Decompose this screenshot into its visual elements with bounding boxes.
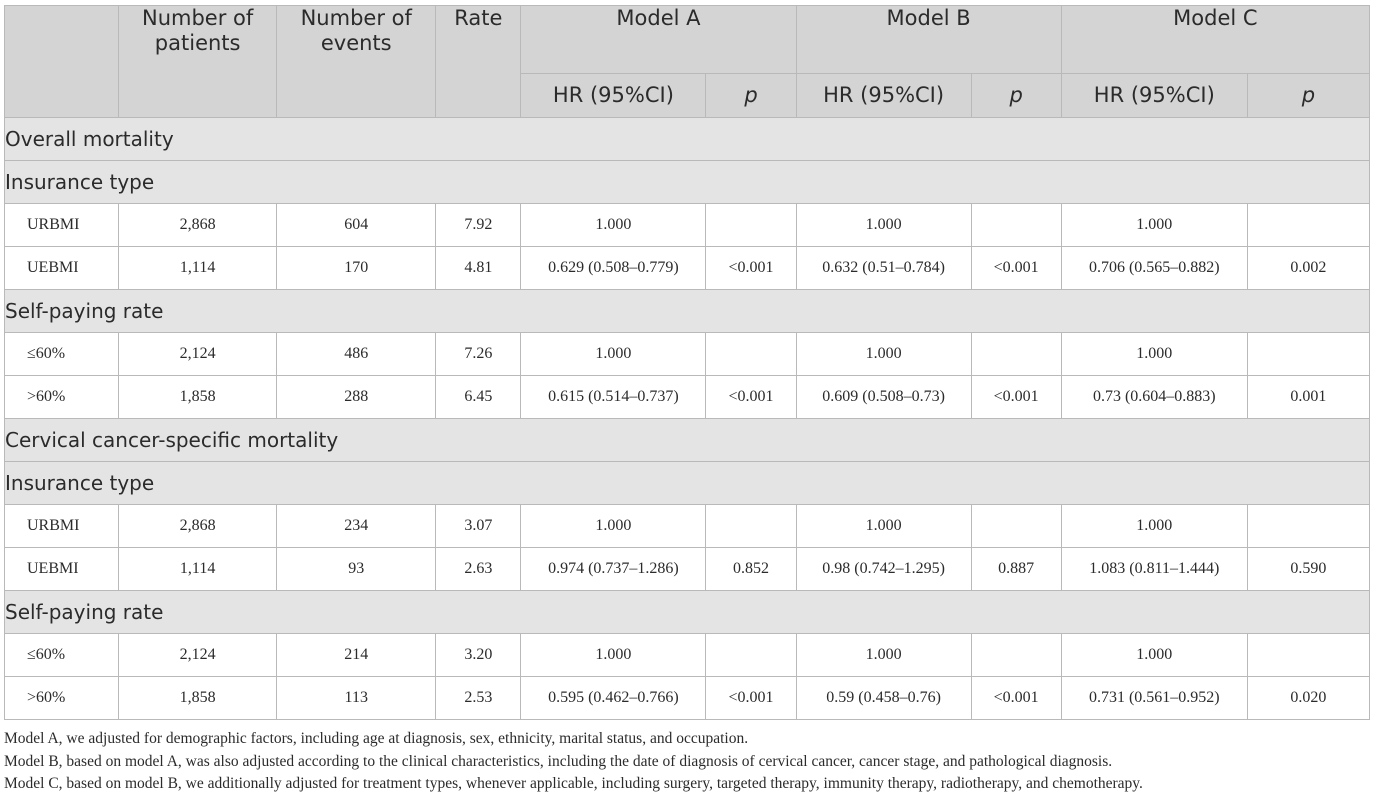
cell-rate: 4.81 [436,247,521,290]
cell-model-a-hr: 1.000 [521,333,706,376]
results-table-container [4,5,1370,796]
header-rate: Rate [436,6,521,118]
cell-model-a-hr: 1.000 [521,634,706,677]
group-header-row [5,161,1370,204]
cell-model-c-hr: 1.083 (0.811–1.444) [1061,548,1247,591]
cell-model-c-p [1247,204,1369,247]
cell-patients: 1,114 [119,548,277,591]
cell-model-b-p [971,204,1061,247]
cell-model-c-hr: 0.706 (0.565–0.882) [1061,247,1247,290]
cell-model-c-p: 0.001 [1247,376,1369,419]
header-model-c: Model C [1061,6,1369,74]
footnote-model-b: Model B, based on model A, was also adjusted according to the clinical characteristics, including the date of diagnosis of cervical cancer, cancer stage, and pathological diagnosis. [4,752,1113,770]
row-label: ≤60% [5,634,119,677]
cell-rate: 3.07 [436,505,521,548]
section-header-row [5,118,1370,161]
cell-model-a-p [706,505,796,548]
cell-model-b-hr: 0.609 (0.508–0.73) [796,376,971,419]
cell-events: 93 [277,548,436,591]
cell-model-b-p [971,333,1061,376]
table-row [5,634,1370,677]
cell-rate: 2.63 [436,548,521,591]
header-model-a-hr: HR (95%CI) [521,74,706,118]
cell-model-c-hr: 1.000 [1061,333,1247,376]
table-row [5,204,1370,247]
cell-model-c-hr: 1.000 [1061,505,1247,548]
cell-model-a-p [706,333,796,376]
section-header-row [5,419,1370,462]
cell-model-b-hr: 1.000 [796,634,971,677]
cell-model-a-hr: 1.000 [521,505,706,548]
table-row [5,548,1370,591]
cell-model-a-p [706,634,796,677]
cell-model-b-p: 0.887 [971,548,1061,591]
table-body [5,118,1370,720]
header-model-a: Model A [521,6,796,74]
cell-model-b-p [971,634,1061,677]
table-row [5,505,1370,548]
cell-model-c-p: 0.020 [1247,677,1369,720]
cell-model-a-p: <0.001 [706,247,796,290]
cell-model-c-hr: 0.731 (0.561–0.952) [1061,677,1247,720]
group-title: Self-paying rate [5,290,1370,333]
cell-rate: 7.92 [436,204,521,247]
cell-patients: 2,868 [119,204,277,247]
group-title: Self-paying rate [5,591,1370,634]
footnote-model-c: Model C, based on model B, we additionally adjusted for treatment types, whenever applicable, including surgery, targeted therapy, immunity therapy, radiotherapy, and chemotherapy. [4,775,1143,792]
cell-patients: 2,868 [119,505,277,548]
cell-rate: 7.26 [436,333,521,376]
cell-patients: 2,124 [119,333,277,376]
cell-patients: 1,114 [119,247,277,290]
header-model-c-p: p [1247,74,1369,118]
cell-rate: 3.20 [436,634,521,677]
cell-model-c-hr: 0.73 (0.604–0.883) [1061,376,1247,419]
cell-rate: 2.53 [436,677,521,720]
cell-model-c-hr: 1.000 [1061,204,1247,247]
cell-events: 234 [277,505,436,548]
cell-patients: 1,858 [119,376,277,419]
header-model-b-hr: HR (95%CI) [796,74,971,118]
cell-model-c-p [1247,634,1369,677]
row-label: >60% [5,677,119,720]
cell-model-a-hr: 0.615 (0.514–0.737) [521,376,706,419]
row-label: ≤60% [5,333,119,376]
cell-model-c-p [1247,333,1369,376]
cell-model-b-hr: 1.000 [796,505,971,548]
cell-model-b-hr: 1.000 [796,204,971,247]
header-empty-cell [5,6,119,118]
cell-model-c-p: 0.590 [1247,548,1369,591]
cell-model-a-p [706,204,796,247]
cell-model-a-hr: 0.974 (0.737–1.286) [521,548,706,591]
cell-model-b-p: <0.001 [971,376,1061,419]
group-title: Insurance type [5,161,1370,204]
row-label: >60% [5,376,119,419]
header-model-a-p: p [706,74,796,118]
hazard-ratio-table [4,5,1370,720]
cell-events: 288 [277,376,436,419]
cell-events: 214 [277,634,436,677]
cell-model-a-p: <0.001 [706,376,796,419]
section-title: Cervical cancer-specific mortality [5,419,1370,462]
cell-model-a-hr: 1.000 [521,204,706,247]
table-row [5,247,1370,290]
cell-events: 113 [277,677,436,720]
header-model-b: Model B [796,6,1061,74]
cell-events: 486 [277,333,436,376]
cell-patients: 1,858 [119,677,277,720]
header-number-of-patients: Number of patients [119,6,277,118]
table-row [5,333,1370,376]
cell-model-a-p: <0.001 [706,677,796,720]
header-model-b-p: p [971,74,1061,118]
cell-rate: 6.45 [436,376,521,419]
table-row [5,376,1370,419]
section-title: Overall mortality [5,118,1370,161]
header-number-of-events: Number of events [277,6,436,118]
cell-model-b-hr: 0.632 (0.51–0.784) [796,247,971,290]
group-header-row [5,462,1370,505]
cell-model-a-hr: 0.629 (0.508–0.779) [521,247,706,290]
cell-model-b-p [971,505,1061,548]
table-row [5,677,1370,720]
cell-model-b-hr: 0.59 (0.458–0.76) [796,677,971,720]
row-label: UEBMI [5,247,119,290]
cell-model-c-p [1247,505,1369,548]
group-header-row [5,290,1370,333]
row-label: UEBMI [5,548,119,591]
cell-model-b-p: <0.001 [971,247,1061,290]
cell-model-a-p: 0.852 [706,548,796,591]
footnote-model-a: Model A, we adjusted for demographic factors, including age at diagnosis, sex, ethnicity, marital status, and occupation. [4,730,749,747]
cell-events: 604 [277,204,436,247]
cell-model-b-hr: 1.000 [796,333,971,376]
cell-model-c-p: 0.002 [1247,247,1369,290]
cell-patients: 2,124 [119,634,277,677]
header-model-c-hr: HR (95%CI) [1061,74,1247,118]
cell-model-c-hr: 1.000 [1061,634,1247,677]
cell-events: 170 [277,247,436,290]
cell-model-b-hr: 0.98 (0.742–1.295) [796,548,971,591]
table-footnotes [4,728,1370,796]
group-header-row [5,591,1370,634]
cell-model-a-hr: 0.595 (0.462–0.766) [521,677,706,720]
row-label: URBMI [5,204,119,247]
cell-model-b-p: <0.001 [971,677,1061,720]
group-title: Insurance type [5,462,1370,505]
row-label: URBMI [5,505,119,548]
